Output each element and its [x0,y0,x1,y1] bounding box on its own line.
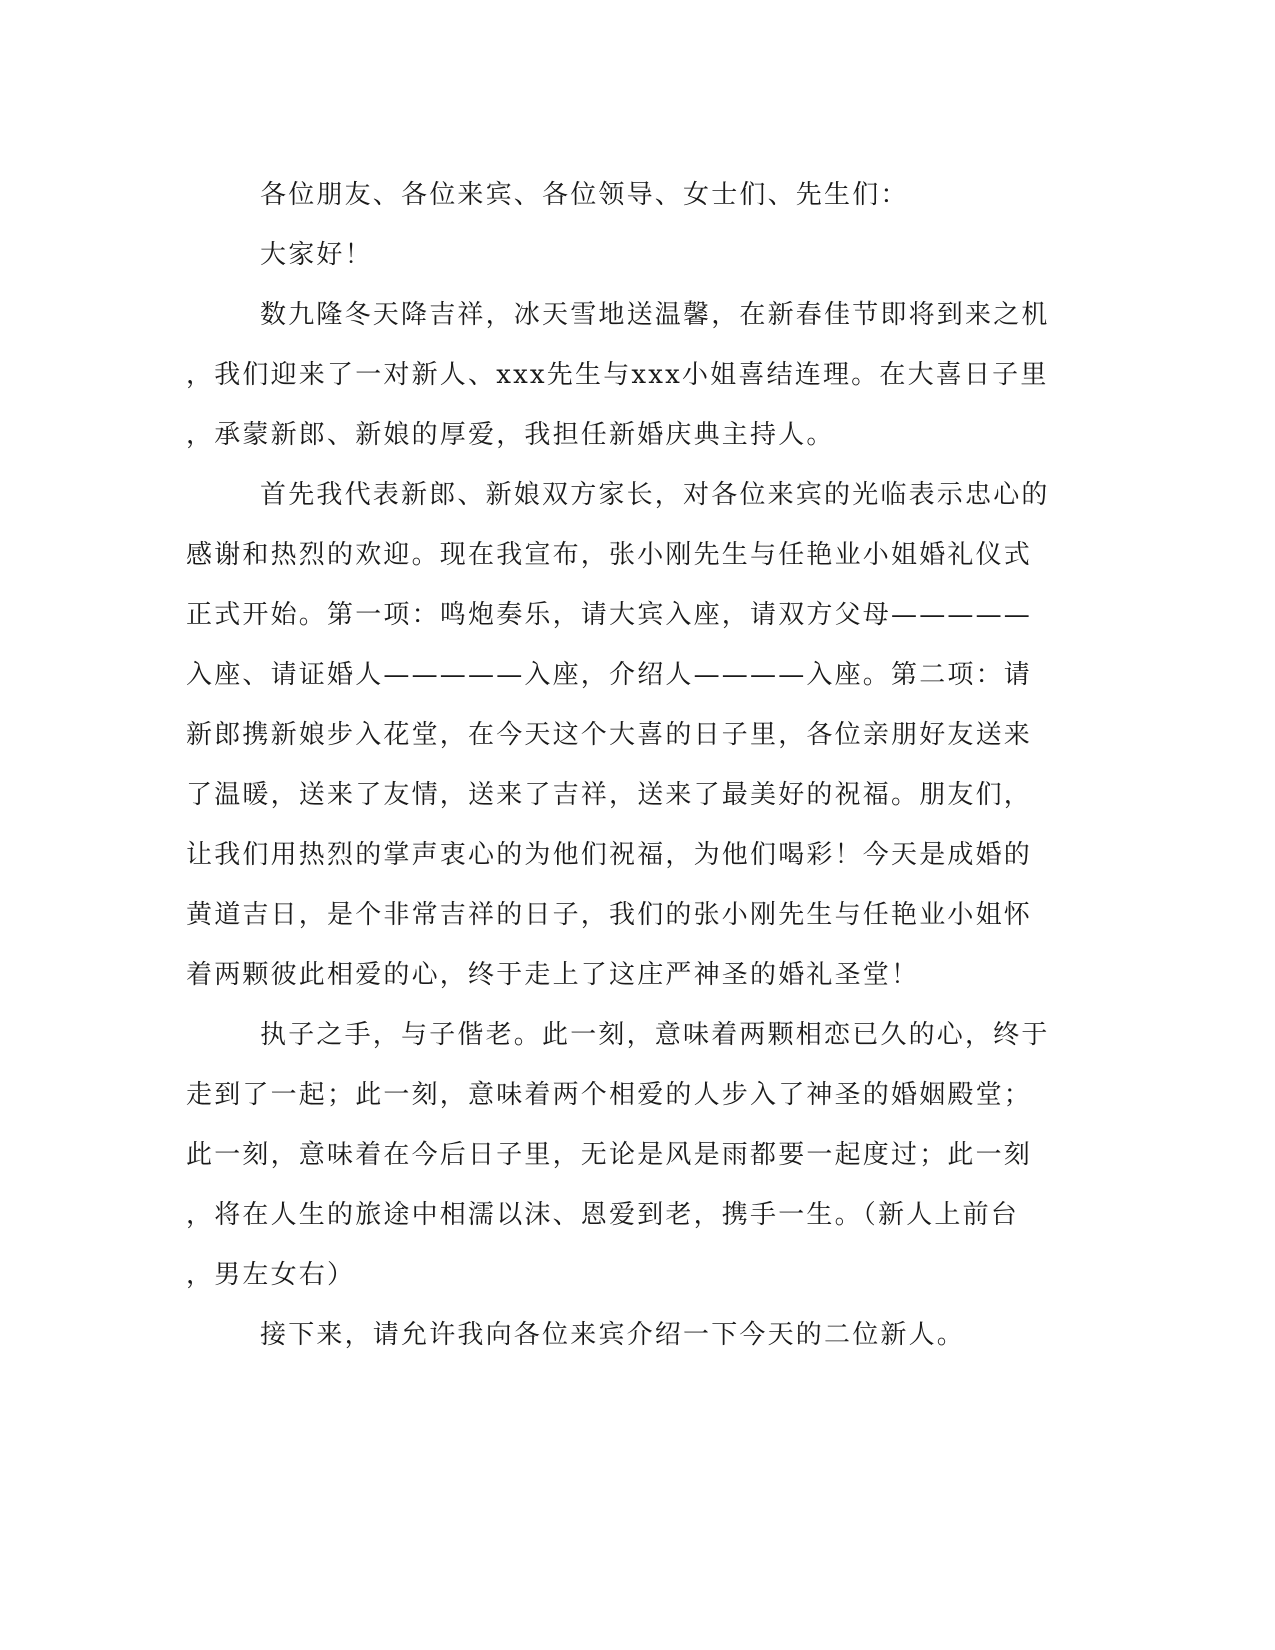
text-line: 执子之手，与子偕老。此一刻，意味着两颗相恋已久的心，终于 [260,1020,1050,1050]
text-line: 首先我代表新郎、新娘双方家长，对各位来宾的光临表示忠心的 [260,480,1050,510]
text-line: ，承蒙新郎、新娘的厚爱，我担任新婚庆典主持人。 [186,420,835,450]
text-line: 让我们用热烈的掌声衷心的为他们祝福，为他们喝彩！今天是成婚的 [186,840,1033,870]
text-line: 感谢和热烈的欢迎。现在我宣布，张小刚先生与任艳业小姐婚礼仪式 [186,540,1033,570]
text-line: ，我们迎来了一对新人、xxx先生与xxx小姐喜结连理。在大喜日子里 [186,360,1049,390]
document-body [186,165,1066,1365]
text-line: 着两颗彼此相爱的心，终于走上了这庄严神圣的婚礼圣堂！ [186,960,920,990]
text-line: 新郎携新娘步入花堂，在今天这个大喜的日子里，各位亲朋好友送来 [186,720,1033,750]
text-line: 黄道吉日，是个非常吉祥的日子，我们的张小刚先生与任艳业小姐怀 [186,900,1033,930]
text-line: 数九隆冬天降吉祥，冰天雪地送温馨，在新春佳节即将到来之机 [260,300,1050,330]
text-line: 接下来，请允许我向各位来宾介绍一下今天的二位新人。 [260,1320,966,1350]
text-line: 走到了一起；此一刻，意味着两个相爱的人步入了神圣的婚姻殿堂； [186,1080,1033,1110]
text-line: 了温暖，送来了友情，送来了吉祥，送来了最美好的祝福。朋友们， [186,780,1033,810]
text-line: 大家好！ [260,240,373,270]
text-line: 入座、请证婚人—————入座，介绍人————入座。第二项：请 [186,660,1033,690]
text-line: ，男左女右） [186,1260,356,1290]
text-line: 正式开始。第一项：鸣炮奏乐，请大宾入座，请双方父母————— [186,600,1033,630]
text-line: 此一刻，意味着在今后日子里，无论是风是雨都要一起度过；此一刻 [186,1140,1033,1170]
text-line: ，将在人生的旅途中相濡以沫、恩爱到老，携手一生。（新人上前台 [186,1200,1020,1230]
text-line: 各位朋友、各位来宾、各位领导、女士们、先生们： [260,180,909,210]
